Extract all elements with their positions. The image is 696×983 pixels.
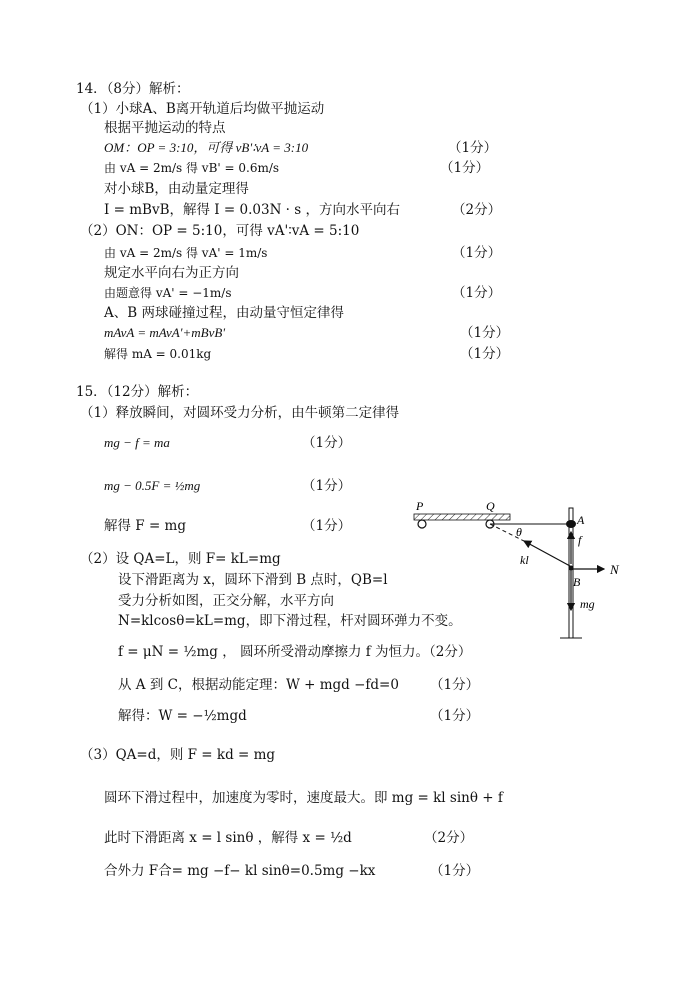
q14-p1-line4: 对小球B，由动量定理得 <box>104 181 249 197</box>
q15-p2-line6: 解得：W = −½mgd <box>118 708 247 724</box>
q15-p2-line1: 设下滑距离为 x，圆环下滑到 B 点时，QB=l <box>118 572 388 588</box>
q15-p1-eq2-points: （1分） <box>302 478 352 494</box>
q14-p2-line6: 解得 mA = 0.01kg <box>104 347 212 361</box>
q14-p1-line3-points: （1分） <box>440 160 490 176</box>
q15-p2-line6-points: （1分） <box>430 708 480 724</box>
q15-part2-title: （2）设 QA=L，则 F= kL=mg <box>80 551 281 567</box>
q14-p2-line1-points: （1分） <box>452 245 502 261</box>
q14-p2-line5: mAvA = mAvA'+mBvB' <box>104 325 226 340</box>
q14-p1-line1: 根据平抛运动的特点 <box>104 120 226 136</box>
q14-p1-line5: I = mBvB，解得 I = 0.03N · s ，方向水平向右 <box>104 202 400 218</box>
label-n: N <box>610 562 619 577</box>
q15-p1-eq3-points: （1分） <box>302 518 352 534</box>
ceiling-bar <box>414 514 510 520</box>
q14-part2-title: （2）ON：OP = 5:10，可得 vA'∶vA = 5:10 <box>80 223 360 239</box>
force-kl-arrow <box>524 541 570 566</box>
q14-p2-line4: A、B 两球碰撞过程，由动量守恒定律得 <box>104 305 344 321</box>
label-mg: mg <box>580 597 595 611</box>
q15-p3-line2-points: （2分） <box>424 830 474 846</box>
q14-p1-line3: 由 vA = 2m/s 得 vB' = 0.6m/s <box>104 161 280 175</box>
label-b: B <box>573 575 581 589</box>
q15-p3-line3: 合外力 F合= mg −f− kl sinθ=0.5mg −kx <box>104 863 376 879</box>
q15-p3-line2: 此时下滑距离 x = l sinθ ，解得 x = ½d <box>104 830 352 846</box>
q15-p2-line2: 受力分析如图，正交分解，水平方向 <box>118 593 334 609</box>
q14-p1-line5-points: （2分） <box>452 202 502 218</box>
q15-p1-eq1-points: （1分） <box>302 435 352 451</box>
q15-header: 15．（12分）解析： <box>76 384 199 400</box>
q14-p2-line2: 规定水平向右为正方向 <box>104 265 239 281</box>
ring-b <box>569 566 574 571</box>
q15-p3-line1: 圆环下滑过程中，加速度为零时，速度最大。即 mg = kl sinθ + f <box>104 790 503 806</box>
pulley-p <box>418 520 426 528</box>
label-p: P <box>416 499 424 513</box>
q15-p1-eq3: 解得 F = mg <box>104 518 186 534</box>
label-kl: kl <box>520 553 529 567</box>
q15-part1-title: （1）释放瞬间，对圆环受力分析，由牛顿第二定律得 <box>80 405 400 421</box>
q15-p2-line3: N=klcosθ=kL=mg，即下滑过程，杆对圆环弹力不变。 <box>118 613 462 629</box>
label-a: A <box>577 513 585 527</box>
q14-part1-title: （1）小球A、B离开轨道后均做平抛运动 <box>80 101 325 117</box>
q15-p2-line5: 从 A 到 C，根据动能定理：W + mgd −fd=0 <box>118 677 399 693</box>
q14-p2-line3-points: （1分） <box>452 285 502 301</box>
ring-a <box>566 520 576 528</box>
q15-p3-line3-points: （1分） <box>430 863 480 879</box>
q15-p2-line5-points: （1分） <box>430 677 480 693</box>
q14-p2-line3: 由题意得 vA' = −1m/s <box>104 286 232 300</box>
q15-p1-eq1: mg − f = ma <box>104 435 170 450</box>
q14-p2-line1: 由 vA = 2m/s 得 vA' = 1m/s <box>104 246 268 260</box>
q14-p1-line2-points: （1分） <box>448 140 498 156</box>
q14-p2-line5-points: （1分） <box>460 325 510 341</box>
q15-part3-title: （3）QA=d，则 F = kd = mg <box>80 747 276 763</box>
label-q: Q <box>486 499 495 513</box>
force-diagram <box>400 498 640 648</box>
q15-p1-eq2: mg − 0.5F = ½mg <box>104 478 201 493</box>
q14-p2-line6-points: （1分） <box>460 346 510 362</box>
q14-header: 14．（8分）解析： <box>76 81 190 97</box>
label-theta: θ <box>516 525 522 539</box>
label-f: f <box>578 533 582 547</box>
q14-p1-line2: OM：OP = 3:10，可得 vB'∶vA = 3:10 <box>104 140 309 155</box>
q15-p2-line4: f = μN = ½mg ， 圆环所受滑动摩擦力 f 为恒力。（2分） <box>118 644 472 660</box>
